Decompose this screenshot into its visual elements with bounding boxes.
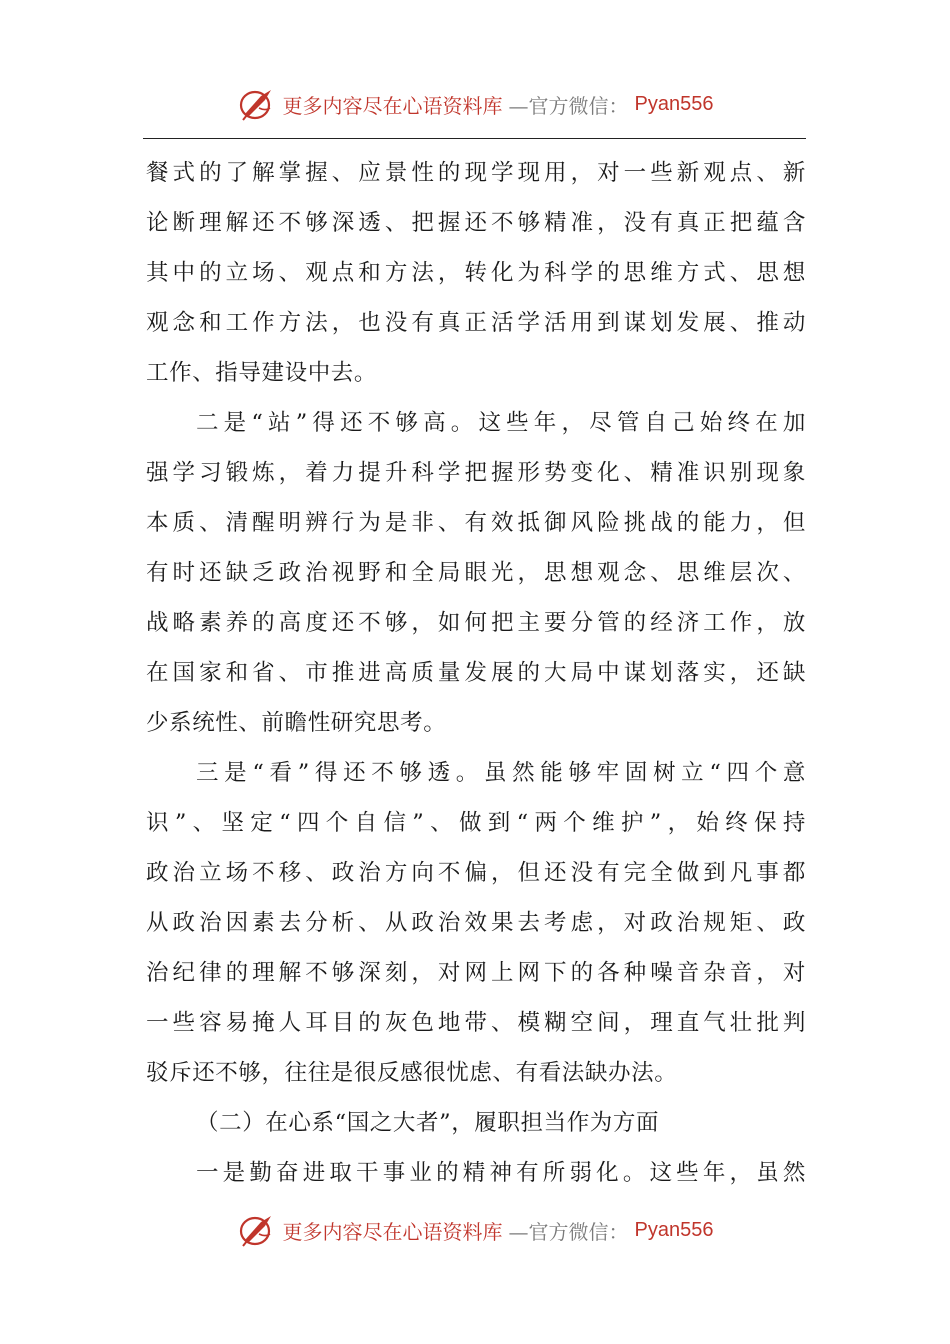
watermark-wechat-label: —官方微信： <box>508 1219 629 1244</box>
text-line: 治纪律的理解不够深刻，对网上网下的各种噪音杂音，对 <box>146 960 806 986</box>
text-line: 有时还缺乏政治视野和全局眼光，思想观念、思维层次、 <box>146 560 806 586</box>
watermark-wechat-label: —官方微信： <box>508 93 629 118</box>
text-line: 强学习锻炼，着力提升科学把握形势变化、精准识别现象 <box>146 460 806 486</box>
text-line: 少系统性、前瞻性研究思考。 <box>146 710 447 736</box>
text-line: 工作、指导建设中去。 <box>146 360 378 386</box>
footer-watermark <box>0 1210 950 1250</box>
text-line: 三是“看”得还不够透。虽然能够牢固树立“四个意 <box>196 760 806 786</box>
header-watermark <box>0 84 950 124</box>
text-line: 从政治因素去分析、从政治效果去考虑，对政治规矩、政 <box>146 910 806 936</box>
watermark-wechat-id: Pyan556 <box>634 92 714 115</box>
body-text <box>146 148 806 1198</box>
quill-pen-logo-icon <box>237 1210 277 1250</box>
text-line: 餐式的了解掌握、应景性的现学现用，对一些新观点、新 <box>146 160 806 186</box>
quill-pen-logo-icon <box>237 84 277 124</box>
text-line: 驳斥还不够，往往是很反感很忧虑、有看法缺办法。 <box>146 1060 678 1086</box>
text-line: 观念和工作方法，也没有真正活学活用到谋划发展、推动 <box>146 310 806 336</box>
text-line: 二是“站”得还不够高。这些年，尽管自己始终在加 <box>196 410 806 436</box>
text-line: 战略素养的高度还不够，如何把主要分管的经济工作，放 <box>146 610 806 636</box>
text-line: 识”、坚定“四个自信”、做到“两个维护”，始终保持 <box>146 810 806 836</box>
section-heading: （二）在心系“国之大者”，履职担当作为方面 <box>196 1110 660 1136</box>
text-line: 在国家和省、市推进高质量发展的大局中谋划落实，还缺 <box>146 660 806 686</box>
watermark-wechat-id: Pyan556 <box>634 1218 714 1241</box>
text-line: 一些容易掩人耳目的灰色地带、模糊空间，理直气壮批判 <box>146 1010 806 1036</box>
text-line: 政治立场不移、政治方向不偏，但还没有完全做到凡事都 <box>146 860 806 886</box>
text-line: 其中的立场、观点和方法，转化为科学的思维方式、思想 <box>146 260 806 286</box>
text-line: 论断理解还不够深透、把握还不够精准，没有真正把蕴含 <box>146 210 806 236</box>
text-line: 本质、清醒明辨行为是非、有效抵御风险挑战的能力，但 <box>146 510 806 536</box>
watermark-site-text: 更多内容尽在心语资料库 <box>282 1219 503 1244</box>
text-line: 一是勤奋进取干事业的精神有所弱化。这些年，虽然 <box>196 1160 806 1186</box>
header-divider <box>143 138 806 139</box>
watermark-site-text: 更多内容尽在心语资料库 <box>282 93 503 118</box>
